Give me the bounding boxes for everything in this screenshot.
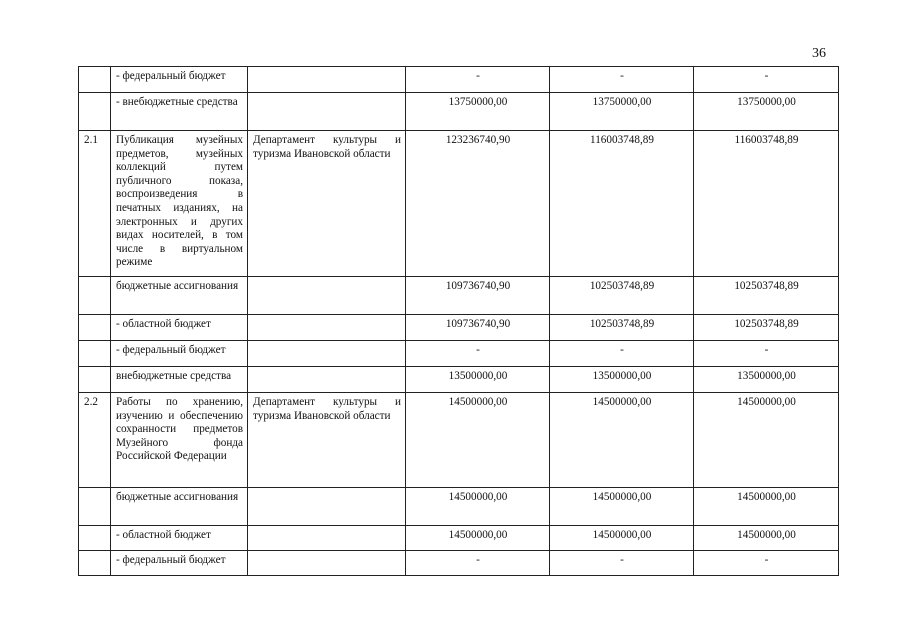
row-value: 14500000,00 [694, 526, 839, 551]
row-name: - областной бюджет [111, 526, 248, 551]
table-row [79, 67, 839, 93]
table-row [79, 526, 839, 551]
row-value: 123236740,90 [406, 131, 550, 277]
row-number [79, 526, 111, 551]
row-executor [248, 488, 406, 526]
row-value: 14500000,00 [694, 488, 839, 526]
row-name: бюджетные ассигнования [111, 277, 248, 315]
row-value: 13500000,00 [550, 367, 694, 393]
table-row [79, 551, 839, 576]
row-value: 14500000,00 [406, 526, 550, 551]
row-executor [248, 67, 406, 93]
budget-table [78, 66, 839, 576]
row-executor [248, 277, 406, 315]
row-value: 116003748,89 [694, 131, 839, 277]
row-number [79, 488, 111, 526]
row-executor: Департамент культуры и туризма Ивановской области [248, 393, 406, 488]
row-executor [248, 315, 406, 341]
table-row [79, 367, 839, 393]
row-name: бюджетные ассигнования [111, 488, 248, 526]
row-executor [248, 341, 406, 367]
table-row [79, 93, 839, 131]
table-row [79, 131, 839, 277]
row-value: 14500000,00 [694, 393, 839, 488]
table-row [79, 277, 839, 315]
row-value: - [694, 67, 839, 93]
row-value: - [550, 551, 694, 576]
row-value: 13750000,00 [550, 93, 694, 131]
row-value: 102503748,89 [550, 315, 694, 341]
row-name: - областной бюджет [111, 315, 248, 341]
row-value: 14500000,00 [406, 488, 550, 526]
row-value: - [406, 67, 550, 93]
row-value: 13750000,00 [694, 93, 839, 131]
row-value: 109736740,90 [406, 277, 550, 315]
row-name: Публикация музейных предметов, музейных коллекций путем публичного показа, воспроизведения в печатных изданиях, на электронных и других видах носителей, в том числе в виртуальном режиме [111, 131, 248, 277]
row-name: - федеральный бюджет [111, 551, 248, 576]
row-executor [248, 551, 406, 576]
row-number: 2.2 [79, 393, 111, 488]
page-number: 36 [812, 46, 826, 61]
row-value: - [694, 341, 839, 367]
row-executor [248, 93, 406, 131]
table-row [79, 393, 839, 488]
row-value: 13750000,00 [406, 93, 550, 131]
table-row [79, 341, 839, 367]
row-value: 14500000,00 [550, 393, 694, 488]
row-number: 2.1 [79, 131, 111, 277]
row-name: - федеральный бюджет [111, 341, 248, 367]
table-row [79, 488, 839, 526]
row-number [79, 67, 111, 93]
row-value: 102503748,89 [694, 277, 839, 315]
row-value: - [694, 551, 839, 576]
row-value: 109736740,90 [406, 315, 550, 341]
row-value: 13500000,00 [694, 367, 839, 393]
row-value: - [550, 341, 694, 367]
row-value: 116003748,89 [550, 131, 694, 277]
row-number [79, 341, 111, 367]
row-number [79, 367, 111, 393]
row-executor [248, 526, 406, 551]
row-number [79, 315, 111, 341]
row-number [79, 277, 111, 315]
row-value: - [406, 341, 550, 367]
row-value: - [550, 67, 694, 93]
row-value: 14500000,00 [406, 393, 550, 488]
row-executor: Департамент культуры и туризма Ивановской области [248, 131, 406, 277]
row-name: - федеральный бюджет [111, 67, 248, 93]
row-value: 14500000,00 [550, 488, 694, 526]
row-name: - внебюджетные средства [111, 93, 248, 131]
row-name: Работы по хранению, изучению и обеспечению сохранности предметов Музейного фонда Российской Федерации [111, 393, 248, 488]
row-number [79, 93, 111, 131]
row-executor [248, 367, 406, 393]
row-value: 102503748,89 [694, 315, 839, 341]
row-value: - [406, 551, 550, 576]
row-name: внебюджетные средства [111, 367, 248, 393]
row-value: 102503748,89 [550, 277, 694, 315]
row-value: 14500000,00 [550, 526, 694, 551]
row-number [79, 551, 111, 576]
row-value: 13500000,00 [406, 367, 550, 393]
table-row [79, 315, 839, 341]
